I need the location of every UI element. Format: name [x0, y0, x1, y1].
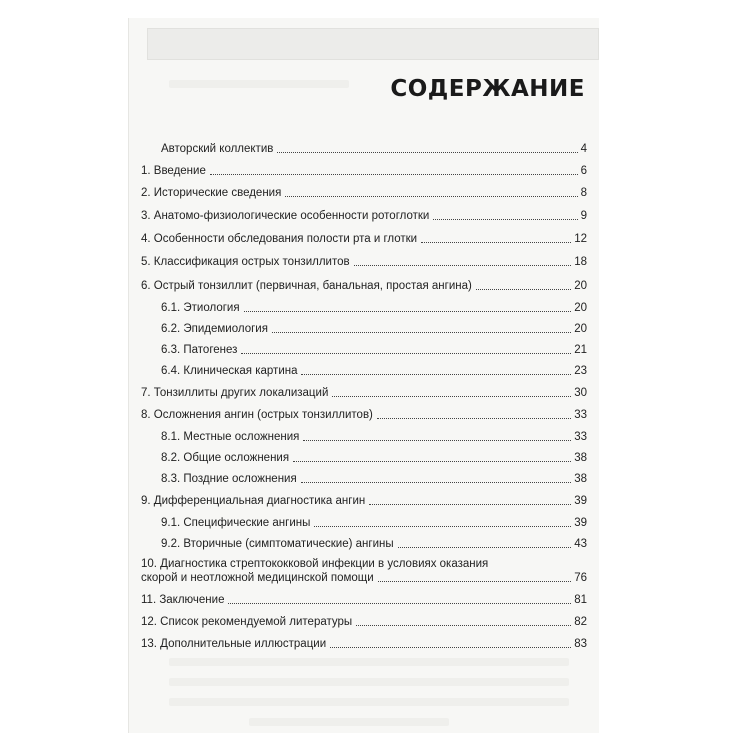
leader-dots	[330, 647, 571, 648]
toc-subentry[interactable]	[161, 301, 587, 315]
toc-entry-page: 8	[580, 187, 587, 199]
toc-subentry[interactable]	[161, 322, 587, 336]
toc-entry-page: 23	[574, 365, 587, 377]
toc-entry-page: 12	[574, 233, 587, 245]
leader-dots	[314, 526, 571, 527]
toc-entry-page: 39	[574, 517, 587, 529]
toc-entry-page: 33	[574, 431, 587, 443]
leader-dots	[354, 265, 572, 266]
toc-entry-label: 2. Исторические сведения	[141, 187, 282, 199]
toc-entry-label: 7. Тонзиллиты других локализаций	[141, 387, 329, 399]
leader-dots	[244, 311, 572, 312]
leader-dots	[433, 219, 577, 220]
toc-entry-page: 30	[574, 387, 587, 399]
toc-subentry[interactable]	[161, 430, 587, 444]
toc-subentry[interactable]	[161, 537, 587, 551]
bleed-through-line	[249, 718, 449, 726]
toc-entry-label: 1. Введение	[141, 165, 206, 177]
toc-entry-multiline[interactable]	[141, 557, 587, 585]
toc-entry-page: 33	[574, 409, 587, 421]
leader-dots	[377, 418, 571, 419]
toc-entry-label: 8. Осложнения ангин (острых тонзиллитов)	[141, 409, 373, 421]
toc-entry-page: 9	[580, 210, 587, 222]
toc-entry[interactable]	[141, 255, 587, 269]
toc-subentry[interactable]	[161, 364, 587, 378]
toc-entry-label: 9.1. Специфические ангины	[161, 517, 311, 529]
toc-entry-label: 5. Классификация острых тонзиллитов	[141, 256, 350, 268]
toc-entry-page: 43	[574, 538, 587, 550]
toc-entry-label: 3. Анатомо-физиологические особенности ротоглотки	[141, 210, 430, 222]
toc-entry[interactable]	[141, 209, 587, 223]
toc-entry-label: 8.3. Поздние осложнения	[161, 473, 297, 485]
toc-entry-page: 20	[574, 302, 587, 314]
toc-entry[interactable]	[141, 186, 587, 200]
toc-entry[interactable]	[141, 637, 587, 651]
bleed-through-line	[169, 698, 569, 706]
leader-dots	[277, 152, 577, 153]
toc-entry-label: 10. Диагностика стрептококковой инфекции в условиях оказания	[141, 558, 489, 570]
leader-dots	[285, 196, 577, 197]
toc-entry-page: 18	[574, 256, 587, 268]
leader-dots	[301, 374, 571, 375]
toc-entry-page: 20	[574, 280, 587, 292]
toc-entry-label: 8.2. Общие осложнения	[161, 452, 290, 464]
leader-dots	[369, 504, 571, 505]
toc-entry-page: 82	[574, 616, 587, 628]
leader-dots	[421, 242, 571, 243]
toc-entry-label: 9. Дифференциальная диагностика ангин	[141, 495, 366, 507]
leader-dots	[301, 482, 572, 483]
leader-dots	[476, 289, 571, 290]
book-page	[128, 18, 599, 733]
toc-entry-label: 13. Дополнительные иллюстрации	[141, 638, 327, 650]
toc-entry-page: 83	[574, 638, 587, 650]
toc-entry-page: 81	[574, 594, 587, 606]
toc-entry[interactable]	[141, 164, 587, 178]
leader-dots	[303, 440, 571, 441]
toc-entry-label: 6. Острый тонзиллит (первичная, банальная, простая ангина)	[141, 280, 472, 292]
toc-entry-label: 6.1. Этиология	[161, 302, 240, 314]
bleed-through-line	[169, 678, 569, 686]
toc-entry-page: 38	[574, 473, 587, 485]
page-title: СОДЕРЖАНИЕ	[390, 76, 585, 102]
leader-dots	[378, 581, 572, 582]
toc-entry-page: 21	[574, 344, 587, 356]
toc-entry-label: 6.2. Эпидемиология	[161, 323, 268, 335]
toc-entry-label: 9.2. Вторичные (симптоматические) ангины	[161, 538, 394, 550]
toc-entry-label: 11. Заключение	[141, 594, 225, 606]
bleed-through-line	[169, 658, 569, 666]
toc-entry-label: 8.1. Местные осложнения	[161, 431, 300, 443]
toc-entry[interactable]	[141, 593, 587, 607]
toc-entry-page: 4	[580, 143, 587, 155]
toc-entry-page: 20	[574, 323, 587, 335]
toc-entry-label: 6.3. Патогенез	[161, 344, 238, 356]
toc-entry-label: Авторский коллектив	[161, 143, 274, 155]
toc-entry-label: 4. Особенности обследования полости рта и глотки	[141, 233, 418, 245]
bleed-through-line	[169, 80, 349, 88]
toc-entry[interactable]	[141, 232, 587, 246]
toc-subentry[interactable]	[161, 343, 587, 357]
toc-entry[interactable]	[141, 494, 587, 508]
toc-subentry[interactable]	[161, 516, 587, 530]
toc-entry[interactable]	[141, 615, 587, 629]
leader-dots	[228, 603, 571, 604]
toc-subentry[interactable]	[161, 472, 587, 486]
toc-entry-page: 6	[580, 165, 587, 177]
toc-entry[interactable]	[141, 386, 587, 400]
toc-subentry[interactable]	[161, 451, 587, 465]
leader-dots	[332, 396, 571, 397]
toc-entry-page: 38	[574, 452, 587, 464]
toc-entry[interactable]	[161, 142, 587, 156]
toc-entry-page: 76	[574, 572, 587, 584]
toc-entry-label-continued: скорой и неотложной медицинской помощи	[141, 572, 374, 584]
leader-dots	[356, 625, 571, 626]
leader-dots	[272, 332, 571, 333]
toc-entry[interactable]	[141, 408, 587, 422]
leader-dots	[241, 353, 571, 354]
leader-dots	[398, 547, 572, 548]
toc-entry[interactable]	[141, 279, 587, 293]
toc-entry-page: 39	[574, 495, 587, 507]
leader-dots	[210, 174, 578, 175]
toc-entry-label: 12. Список рекомендуемой литературы	[141, 616, 353, 628]
leader-dots	[293, 461, 571, 462]
toc-entry-label: 6.4. Клиническая картина	[161, 365, 298, 377]
toc-entry-second-line	[141, 571, 587, 585]
bleed-through-header	[147, 28, 599, 60]
